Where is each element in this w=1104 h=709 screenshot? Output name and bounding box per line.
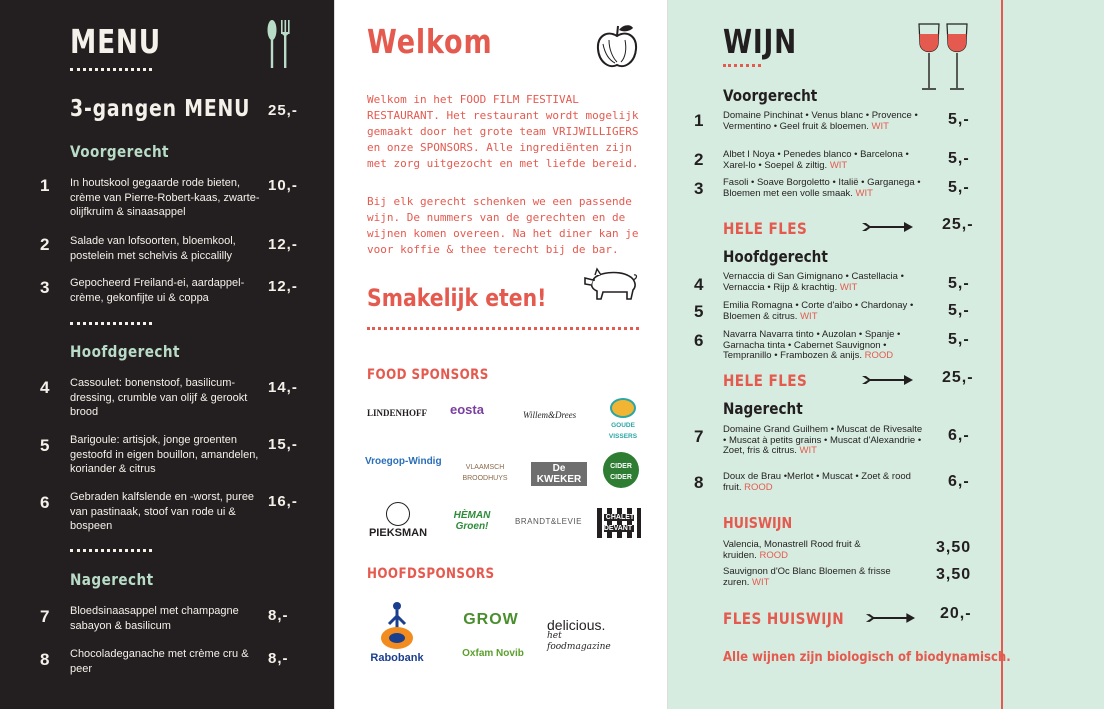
divider <box>367 327 639 331</box>
dish-number: 7 <box>40 607 50 626</box>
wine-price: 6,- <box>948 473 970 490</box>
wine-description: Navarra Navarra tinto • Auzolan • Spanje • Garnacha tinta • Cabernet Sauvignon • Tempranillo • Frambozen & anijs. ROOD <box>723 329 901 361</box>
food-sponsors-heading: FOOD SPONSORS <box>367 367 489 383</box>
wine-description: Albet I Noya • Penedes blanco • Barcelona • Xarel-lo • Soepel & ziltig. WIT <box>723 149 909 171</box>
sponsor-logo-grow: GROW <box>463 611 519 628</box>
sponsor-logo-lindenhoff: LINDENHOFF <box>367 408 428 418</box>
dish-description: Gepocheerd Freiland-ei, aardappel-crème, gekonfijte ui & coppa <box>70 277 245 304</box>
divider <box>723 64 761 68</box>
wine-number: 3 <box>694 179 704 198</box>
sponsor-logo-heman-groen: HÈMAN Groen! <box>453 510 491 532</box>
pig-icon <box>581 266 639 302</box>
arrow-right-icon <box>860 220 914 234</box>
sponsor-logo-eosta: eosta <box>450 402 484 417</box>
wine-description: Domaine Grand Guilhem • Muscat de Rivesalte • Muscat à petits grains • Muscat d'Alexandrie • Zoet, fris & citrus. WIT <box>723 424 923 456</box>
dish-number: 1 <box>40 176 50 195</box>
dish-description: Bloedsinaasappel met champagne sabayon & basilicum <box>70 605 239 632</box>
sponsor-logo-vlaamsch-broodhuys: VLAAMSCH BROODHUYS <box>462 464 508 482</box>
wine-number: 7 <box>694 427 704 446</box>
sponsor-logo-goude-vissers: GOUDE VISSERS <box>607 398 639 442</box>
dish-price: 12,- <box>268 236 298 253</box>
sponsor-logo-cider-cider: CIDER CIDER <box>603 452 639 488</box>
sponsor-logo-brandt-levie: BRANDT&LEVIE <box>515 517 582 526</box>
house-wine-price: 3,50 <box>936 566 972 583</box>
sponsor-logo-rabobank: Rabobank <box>365 600 429 664</box>
menu-panel <box>0 0 334 709</box>
arrow-right-icon <box>860 373 914 387</box>
welcome-wine-info: Bij elk gerecht schenken we een passende wijn. De nummers van de gerechten en de wijnen komen overeen. Na het diner kan je voor koffie & thee terecht bij de bar. <box>367 195 639 256</box>
section-nagerecht: Nagerecht <box>70 570 154 589</box>
wine-title: WIJN <box>723 22 798 61</box>
main-sponsors-heading: HOOFDSPONSORS <box>367 566 495 582</box>
dish-price: 10,- <box>268 177 298 194</box>
house-wine-heading: HUISWIJN <box>723 514 793 532</box>
divider <box>70 549 152 553</box>
wine-price: 6,- <box>948 427 970 444</box>
wine-number: 1 <box>694 111 704 130</box>
wine-section-nagerecht: Nagerecht <box>723 399 803 418</box>
border-line <box>1001 0 1003 709</box>
dish-number: 8 <box>40 650 50 669</box>
house-bottle-label: FLES HUISWIJN <box>723 609 845 628</box>
section-hoofdgerecht: Hoofdgerecht <box>70 342 180 361</box>
dish-price: 12,- <box>268 278 298 295</box>
menu-subtitle-price: 25,- <box>268 102 298 119</box>
wine-description: Domaine Pinchinat • Venus blanc • Provence • Vermentino • Geel fruit & bloemen. WIT <box>723 110 918 132</box>
dish-price: 15,- <box>268 436 298 453</box>
welcome-panel <box>334 0 668 709</box>
dish-description: In houtskool gegaarde rode bieten, crème van Pierre-Robert-kaas, zwarte-olijfkruim & sinaasappel <box>70 177 260 218</box>
wine-number: 4 <box>694 275 704 294</box>
sponsor-logo-vroegop-windig: Vroegop-Windig <box>365 456 442 467</box>
house-wine-description: Valencia, Monastrell Rood fruit & kruiden. ROOD <box>723 539 861 561</box>
closing-text: Smakelijk eten! <box>367 284 547 312</box>
wine-price: 5,- <box>948 302 970 319</box>
apple-icon <box>595 22 639 70</box>
dish-description: Barigoule: artisjok, jonge groenten gestoofd in eigen bouillon, amandelen, koriander & citrus <box>70 434 259 475</box>
dish-price: 8,- <box>268 650 289 667</box>
wine-price: 5,- <box>948 150 970 167</box>
dish-number: 3 <box>40 278 50 297</box>
cutlery-icon <box>266 18 292 70</box>
dish-description: Chocoladeganache met crème cru & peer <box>70 648 249 675</box>
house-bottle-price: 20,- <box>940 605 972 622</box>
welcome-intro: Welkom in het FOOD FILM FESTIVAL RESTAURANT. Het restaurant wordt mogelijk gemaakt door het grote team VRIJWILLIGERS en onze SPONSORS. Alle ingrediënten zijn met zorg uitgezocht en met liefde bereid. <box>367 93 639 170</box>
divider <box>70 322 152 326</box>
house-wine-description: Sauvignon d'Oc Blanc Bloemen & frisse zuren. WIT <box>723 566 891 588</box>
wine-description: Vernaccia di San Gimignano • Castellacia • Vernaccia • Rijp & krachtig. WIT <box>723 271 904 293</box>
wine-description: Fasoli • Soave Borgoletto • Italië • Garganega • Bloemen met een volle smaak. WIT <box>723 177 921 199</box>
bottle-price: 25,- <box>942 369 974 386</box>
wine-price: 5,- <box>948 331 970 348</box>
dish-number: 5 <box>40 436 50 455</box>
wine-section-voorgerecht: Voorgerecht <box>723 86 818 105</box>
bottle-label: HELE FLES <box>723 371 808 390</box>
sponsor-logo-oxfam-novib: Oxfam Novib <box>462 648 524 659</box>
wine-glasses-icon <box>916 22 972 92</box>
wine-price: 5,- <box>948 275 970 292</box>
dish-description: Salade van lofsoorten, bloemkool, postelein met schelvis & piccalilly <box>70 235 236 262</box>
dish-number: 4 <box>40 378 50 397</box>
sponsor-logo-de-kweker: De KWEKER <box>531 462 587 486</box>
house-wine-price: 3,50 <box>936 539 972 556</box>
sponsor-logo-delicious: delicious. het foodmagazine <box>547 617 611 652</box>
wine-number: 2 <box>694 150 704 169</box>
dish-number: 6 <box>40 493 50 512</box>
dish-description: Cassoulet: bonenstoof, basilicum-dressing, crumble van olijf & gerookt brood <box>70 377 248 418</box>
bottle-price: 25,- <box>942 216 974 233</box>
wine-number: 5 <box>694 302 704 321</box>
wine-description: Doux de Brau •Merlot • Muscat • Zoet & rood fruit. ROOD <box>723 471 911 493</box>
menu-title: MENU <box>70 22 162 61</box>
rabobank-icon <box>377 600 417 650</box>
arrow-right-icon <box>864 611 916 625</box>
wine-panel <box>668 0 1104 709</box>
section-voorgerecht: Voorgerecht <box>70 142 169 161</box>
sponsor-logo-willem-drees: Willem&Drees <box>523 410 577 420</box>
wine-number: 6 <box>694 331 704 350</box>
dish-price: 8,- <box>268 607 289 624</box>
wine-price: 5,- <box>948 179 970 196</box>
dish-price: 14,- <box>268 379 298 396</box>
sponsor-logo-pieksman: PIEKSMAN <box>365 502 431 539</box>
dish-price: 16,- <box>268 493 298 510</box>
wine-number: 8 <box>694 473 704 492</box>
dish-description: Gebraden kalfslende en -worst, puree van pastinaak, stoof van rode ui & bospeen <box>70 491 255 532</box>
organic-note: Alle wijnen zijn biologisch of biodynamisch. <box>723 650 1011 665</box>
bottle-label: HELE FLES <box>723 219 808 238</box>
wine-section-hoofdgerecht: Hoofdgerecht <box>723 247 828 266</box>
menu-subtitle: 3-gangen MENU <box>70 96 251 122</box>
dish-number: 2 <box>40 235 50 254</box>
sponsor-logo-chalet-devant: CHALET DEVANT <box>597 508 641 538</box>
wine-price: 5,- <box>948 111 970 128</box>
welcome-title: Welkom <box>367 22 493 61</box>
divider <box>70 68 152 72</box>
wine-description: Emilia Romagna • Corte d'aibo • Chardonay • Bloemen & citrus. WIT <box>723 300 914 322</box>
